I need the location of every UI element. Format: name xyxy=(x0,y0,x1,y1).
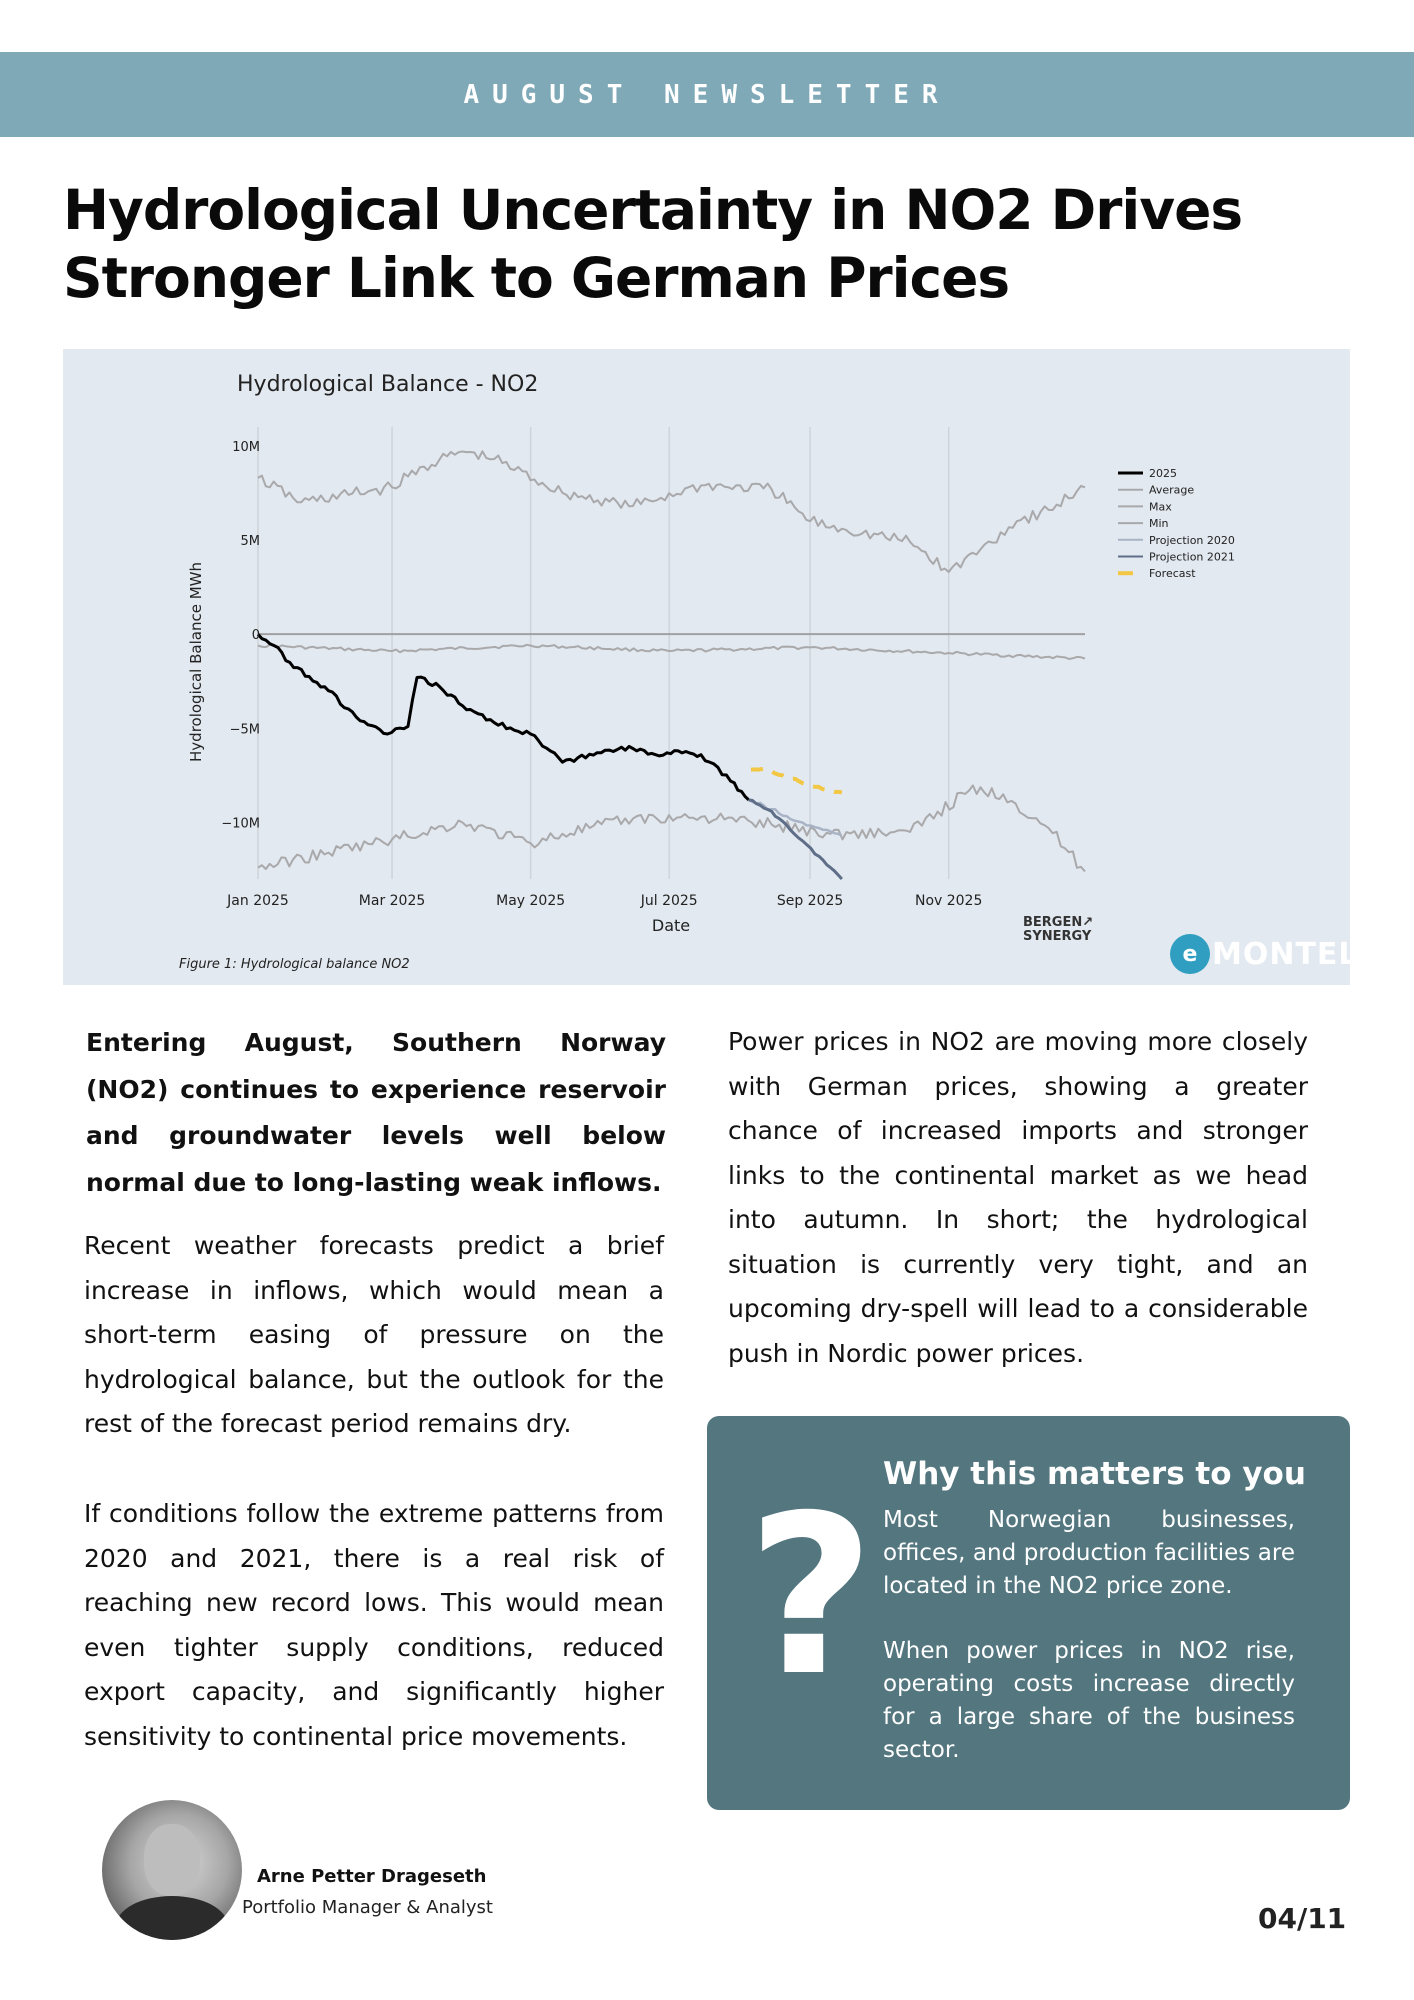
legend-label: Max xyxy=(1149,500,1172,514)
body-paragraph-3: Power prices in NO2 are moving more closely with German prices, showing a greater chance of increased imports and stronger links to the continental market as we head into autumn. In short; the hydrological situation is currently very tight, and an upcoming dry-spell will lead to a considerable push in Nordic power prices. xyxy=(728,1027,1308,1368)
montel-logo-text: MONTEL xyxy=(1212,936,1359,972)
montel-logo-mark: e xyxy=(1170,934,1210,974)
y-tick-label: 0 xyxy=(251,628,260,644)
callout-body-1: Most Norwegian businesses, offices, and production facilities are located in the NO2 price zone. xyxy=(883,1507,1295,1599)
legend-label: Projection 2020 xyxy=(1149,533,1235,547)
x-tick-label: Mar 2025 xyxy=(358,893,426,909)
bergen-synergy-logo: BERGEN↗ SYNERGY xyxy=(1023,915,1094,944)
body-paragraph-1: Recent weather forecasts predict a brief increase in inflows, which would mean a short-term easing of pressure on the hydrological balance, but the outlook for the rest of the forecast period remains dry. xyxy=(84,1231,664,1438)
lead-paragraph: Entering August, Southern Norway (NO2) continues to experience reservoir and groundwater levels well below normal due to long-lasting weak inflows. xyxy=(86,1028,666,1197)
series-line-projection-2020 xyxy=(749,800,842,836)
series-line-projection-2021 xyxy=(749,800,842,879)
x-tick-label: Sep 2025 xyxy=(776,893,844,909)
bergen-logo-line-2: SYNERGY xyxy=(1023,929,1092,944)
x-tick-label: Jul 2025 xyxy=(640,893,698,909)
title-line-2: Stronger Link to German Prices xyxy=(63,246,1010,310)
y-tick-label: −10M xyxy=(221,816,260,832)
bergen-logo-line-1: BERGEN xyxy=(1023,915,1083,930)
series-line-2025 xyxy=(258,634,749,800)
hydro-balance-chart xyxy=(63,349,1350,985)
legend-label: 2025 xyxy=(1149,467,1177,480)
author-role: Portfolio Manager & Analyst xyxy=(242,1897,493,1918)
why-it-matters-callout xyxy=(707,1416,1350,1810)
newsletter-banner xyxy=(0,52,1414,137)
y-axis-label: Hydrological Balance MWh xyxy=(187,562,205,762)
author-name: Arne Petter Drageseth xyxy=(257,1866,487,1887)
series-line-forecast xyxy=(751,769,842,793)
x-tick-label: Nov 2025 xyxy=(914,893,983,909)
title-line-1: Hydrological Uncertainty in NO2 Drives xyxy=(63,178,1243,242)
banner-text: AUGUST NEWSLETTER xyxy=(463,79,951,110)
y-tick-label: 5M xyxy=(240,534,260,549)
series-line-max xyxy=(258,451,1085,572)
y-tick-label: −5M xyxy=(229,722,260,738)
avatar-head xyxy=(144,1824,200,1896)
body-paragraph-2: If conditions follow the extreme patterns from 2020 and 2021, there is a real risk of reaching new record lows. This would mean even tighter supply conditions, reduced export capacity, and significantly higher sensitivity to continental price movements. xyxy=(84,1499,664,1751)
author-avatar xyxy=(102,1800,242,1940)
x-tick-label: May 2025 xyxy=(496,893,566,909)
x-axis-label: Date xyxy=(651,916,691,935)
montel-logo xyxy=(1170,934,1359,974)
question-mark-icon: ? xyxy=(747,1468,875,1724)
avatar-body xyxy=(116,1896,228,1940)
callout-title: Why this matters to you xyxy=(883,1456,1306,1492)
page-title xyxy=(63,176,1363,312)
legend-label: Forecast xyxy=(1149,567,1196,581)
callout-body-2: When power prices in NO2 rise, operating costs increase directly for a large share of the business sector. xyxy=(883,1638,1295,1763)
legend-label: Min xyxy=(1149,517,1169,531)
chart-title: Hydrological Balance - NO2 xyxy=(237,372,539,397)
x-tick-label: Jan 2025 xyxy=(227,893,289,909)
figure-caption: Figure 1: Hydrological balance NO2 xyxy=(179,957,410,972)
chart-container xyxy=(63,349,1359,985)
legend-label: Average xyxy=(1149,483,1195,497)
legend-label: Projection 2021 xyxy=(1149,550,1235,564)
series-line-min xyxy=(258,785,1085,871)
y-tick-label: 10M xyxy=(232,439,260,455)
series-line-average xyxy=(258,645,1085,659)
page-number: 04/11 xyxy=(1258,1902,1347,1935)
